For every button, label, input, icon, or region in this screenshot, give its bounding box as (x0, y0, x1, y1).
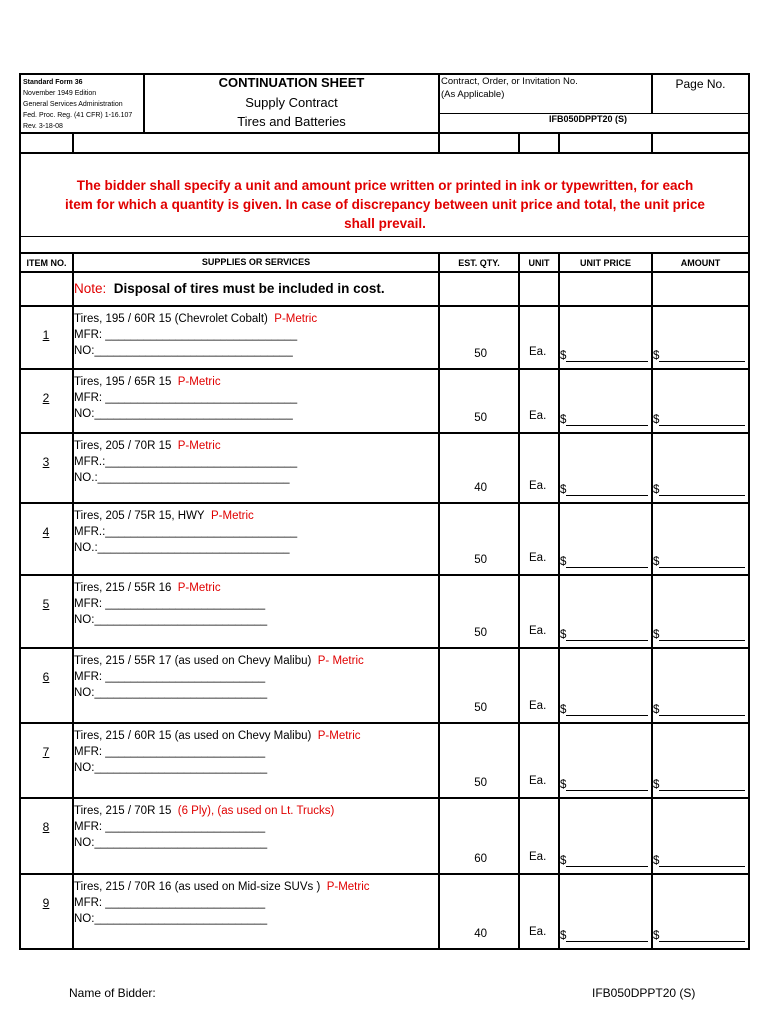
col-line (518, 252, 520, 949)
col-header-unit: UNIT (528, 258, 550, 268)
item-description (74, 580, 267, 628)
col-header-est-qty: EST. QTY. (458, 258, 500, 268)
item-tag: P- Metric (317, 655, 364, 667)
notice-line: item for which a quantity is given. In case of discrepancy between unit price and total, the unit price (65, 197, 705, 212)
est-qty-value: 40 (474, 482, 487, 494)
note-text: Disposal of tires must be included in cost. (113, 281, 385, 296)
blank-line (566, 703, 648, 716)
item-title (74, 728, 361, 744)
dollar-sign: $ (653, 556, 660, 568)
item-tag: P-Metric (210, 510, 254, 522)
row-line (19, 574, 750, 576)
item-description (74, 803, 334, 851)
row-line (19, 873, 750, 875)
divider (72, 133, 74, 153)
dollar-sign: $ (560, 350, 567, 362)
form-line: Standard Form 36 (23, 79, 83, 86)
dollar-sign: $ (560, 704, 567, 716)
item-number: 4 (42, 525, 50, 539)
part-number-field[interactable]: NO:_______________________________ (74, 345, 293, 357)
part-number-field[interactable]: NO:___________________________ (74, 762, 268, 774)
unit-value: Ea. (529, 552, 547, 564)
unit-price-field[interactable] (560, 483, 648, 496)
form-line: Rev. 3-18-08 (23, 123, 63, 130)
item-tag: P-Metric (317, 730, 361, 742)
mfr-field[interactable]: MFR: _________________________ (74, 671, 266, 683)
divider (19, 305, 750, 307)
row-line (19, 432, 750, 434)
contract-label (441, 75, 578, 101)
blank-line (566, 628, 648, 641)
item-description (74, 508, 297, 556)
blank-line (566, 778, 648, 791)
unit-price-field[interactable] (560, 854, 648, 867)
row-line (19, 797, 750, 799)
item-number: 9 (42, 896, 50, 910)
est-qty-value: 60 (474, 853, 487, 865)
item-desc: Tires, 215 / 55R 16 (74, 582, 172, 594)
notice-line: shall prevail. (344, 216, 426, 231)
unit-value: Ea. (529, 625, 547, 637)
part-number-field[interactable]: NO.:______________________________ (74, 542, 290, 554)
blank-line (566, 854, 648, 867)
col-header-unit-price: UNIT PRICE (579, 258, 631, 268)
col-header-amount: AMOUNT (680, 258, 721, 268)
dollar-sign: $ (653, 704, 660, 716)
item-tag: (6 Ply), (as used on Lt. Trucks) (177, 805, 335, 817)
item-desc: Tires, 195 / 65R 15 (74, 376, 172, 388)
page-title: CONTINUATION SHEET (218, 75, 365, 90)
dollar-sign: $ (560, 629, 567, 641)
dollar-sign: $ (653, 484, 660, 496)
item-desc: Tires, 215 / 60R 15 (as used on Chevy Malibu) (74, 730, 312, 742)
item-number: 2 (42, 391, 50, 405)
blank-line (566, 929, 648, 942)
dollar-sign: $ (560, 556, 567, 568)
est-qty-value: 50 (474, 554, 487, 566)
item-description (74, 728, 361, 776)
mfr-field[interactable]: MFR.:______________________________ (74, 526, 298, 538)
divider (19, 152, 750, 154)
item-desc: Tires, 195 / 60R 15 (Chevrolet Cobalt) (74, 313, 268, 325)
item-number: 3 (42, 455, 50, 469)
unit-value: Ea. (529, 700, 547, 712)
mfr-field[interactable]: MFR: _________________________ (74, 897, 266, 909)
item-title (74, 508, 297, 524)
border-bottom (19, 948, 750, 950)
unit-value: Ea. (529, 480, 547, 492)
amount-field[interactable] (653, 854, 745, 867)
part-number-field[interactable]: NO:___________________________ (74, 837, 268, 849)
item-number: 8 (42, 820, 50, 834)
item-desc: Tires, 215 / 70R 15 (74, 805, 172, 817)
unit-price-field[interactable] (560, 413, 648, 426)
mfr-field[interactable]: MFR: _________________________ (74, 598, 266, 610)
mfr-field[interactable]: MFR.:______________________________ (74, 456, 298, 468)
amount-field[interactable] (653, 703, 745, 716)
blank-line (659, 703, 745, 716)
unit-price-field[interactable] (560, 778, 648, 791)
unit-value: Ea. (529, 775, 547, 787)
blank-line (566, 555, 648, 568)
divider (651, 133, 653, 153)
page-number-label: Page No. (675, 77, 726, 91)
dollar-sign: $ (653, 930, 660, 942)
item-tag: P-Metric (177, 440, 221, 452)
unit-value: Ea. (529, 410, 547, 422)
unit-price-field[interactable] (560, 929, 648, 942)
item-number: 5 (42, 597, 50, 611)
amount-field[interactable] (653, 628, 745, 641)
item-tag: P-Metric (177, 582, 221, 594)
item-description (74, 438, 297, 486)
note-row (74, 281, 385, 296)
dollar-sign: $ (653, 855, 660, 867)
item-description (74, 374, 297, 422)
note-label: Note: (74, 281, 107, 296)
dollar-sign: $ (653, 629, 660, 641)
dollar-sign: $ (653, 350, 660, 362)
blank-line (659, 555, 745, 568)
item-number: 6 (42, 670, 50, 684)
contract-label-line: (As Applicable) (441, 89, 505, 100)
form-line: General Services Administration (23, 101, 123, 108)
mfr-field[interactable]: MFR: ______________________________ (74, 392, 298, 404)
bidder-name-label: Name of Bidder: (69, 986, 156, 1000)
item-desc: Tires, 205 / 75R 15, HWY (74, 510, 205, 522)
item-title (74, 879, 370, 895)
item-desc: Tires, 205 / 70R 15 (74, 440, 172, 452)
blank-line (659, 929, 745, 942)
part-number-field[interactable]: NO:___________________________ (74, 687, 268, 699)
est-qty-value: 50 (474, 348, 487, 360)
blank-line (659, 628, 745, 641)
amount-field[interactable] (653, 778, 745, 791)
item-title (74, 311, 317, 327)
mfr-field[interactable]: MFR: _________________________ (74, 746, 266, 758)
blank-line (659, 349, 745, 362)
dollar-sign: $ (653, 414, 660, 426)
dollar-sign: $ (653, 779, 660, 791)
item-description (74, 653, 364, 701)
blank-line (659, 413, 745, 426)
divider (19, 271, 750, 273)
item-desc: Tires, 215 / 55R 17 (as used on Chevy Malibu) (74, 655, 312, 667)
item-title (74, 653, 364, 669)
item-desc: Tires, 215 / 70R 16 (as used on Mid-size SUVs ) (74, 881, 321, 893)
divider (19, 236, 750, 237)
item-number: 1 (42, 328, 50, 342)
row-line (19, 502, 750, 504)
item-title (74, 438, 297, 454)
blank-line (566, 483, 648, 496)
amount-field[interactable] (653, 929, 745, 942)
amount-field[interactable] (653, 483, 745, 496)
divider (19, 252, 750, 254)
contract-number: IFB050DPPT20 (S) (548, 114, 628, 124)
unit-price-field[interactable] (560, 628, 648, 641)
mfr-field[interactable]: MFR: _________________________ (74, 821, 266, 833)
row-line (19, 722, 750, 724)
item-title (74, 803, 334, 819)
form-line: Fed. Proc. Reg. (41 CFR) 1-16.107 (23, 112, 133, 119)
part-number-field[interactable]: NO:___________________________ (74, 913, 268, 925)
est-qty-value: 40 (474, 928, 487, 940)
subtitle: Supply Contract (245, 95, 338, 110)
part-number-field[interactable]: NO:___________________________ (74, 614, 268, 626)
form-line: November 1949 Edition (23, 90, 97, 97)
blank-line (659, 778, 745, 791)
blank-line (659, 483, 745, 496)
divider (558, 133, 560, 153)
col-header-item-no: ITEM NO. (26, 258, 67, 268)
item-title (74, 374, 297, 390)
divider (518, 133, 520, 153)
footer-doc-id: IFB050DPPT20 (S) (592, 986, 696, 1000)
unit-value: Ea. (529, 851, 547, 863)
dollar-sign: $ (560, 484, 567, 496)
part-number-field[interactable]: NO.:______________________________ (74, 472, 290, 484)
divider (19, 132, 750, 134)
item-tag: P-Metric (274, 313, 318, 325)
item-tag: P-Metric (177, 376, 221, 388)
unit-price-field[interactable] (560, 555, 648, 568)
dollar-sign: $ (560, 930, 567, 942)
dollar-sign: $ (560, 414, 567, 426)
bidder-notice (21, 176, 749, 233)
est-qty-value: 50 (474, 777, 487, 789)
est-qty-value: 50 (474, 627, 487, 639)
blank-line (566, 413, 648, 426)
notice-line: The bidder shall specify a unit and amount price written or printed in ink or typewritten, for each (76, 178, 694, 193)
subtitle: Tires and Batteries (237, 114, 346, 129)
item-number: 7 (42, 745, 50, 759)
item-description (74, 879, 370, 927)
dollar-sign: $ (560, 855, 567, 867)
blank-line (566, 349, 648, 362)
row-line (19, 368, 750, 370)
form-info (23, 77, 132, 132)
item-tag: P-Metric (326, 881, 370, 893)
est-qty-value: 50 (474, 412, 487, 424)
item-title (74, 580, 267, 596)
item-description (74, 311, 317, 359)
amount-field[interactable] (653, 349, 745, 362)
col-header-supplies: SUPPLIES OR SERVICES (201, 257, 311, 267)
unit-value: Ea. (529, 926, 547, 938)
unit-price-field[interactable] (560, 349, 648, 362)
est-qty-value: 50 (474, 702, 487, 714)
contract-label-line: Contract, Order, or Invitation No. (441, 76, 578, 87)
blank-line (659, 854, 745, 867)
amount-field[interactable] (653, 413, 745, 426)
row-line (19, 647, 750, 649)
mfr-field[interactable]: MFR: ______________________________ (74, 329, 298, 341)
dollar-sign: $ (560, 779, 567, 791)
unit-value: Ea. (529, 346, 547, 358)
unit-price-field[interactable] (560, 703, 648, 716)
amount-field[interactable] (653, 555, 745, 568)
part-number-field[interactable]: NO:_______________________________ (74, 408, 293, 420)
